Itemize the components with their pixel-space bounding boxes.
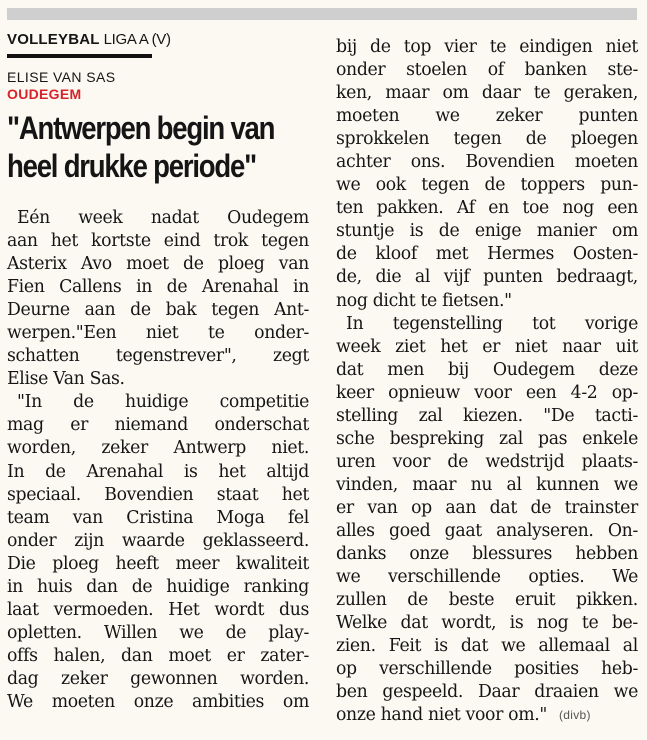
text-line: alles goed gaat analyseren. On- [336, 520, 638, 541]
text-line: vinden, maar nu al kunnen we [336, 474, 638, 495]
text-line: zien. Feit is dat we allemaal al [336, 636, 638, 657]
text-line: onder zijn waarde geklasseerd. [7, 530, 309, 551]
text-line: schatten tegenstrever", zegt [7, 346, 309, 367]
text-line: ken, maar om daar te geraken, [336, 83, 638, 104]
left-column [7, 28, 309, 714]
headline-line: "Antwerpen begin van [7, 110, 275, 146]
text-line: achter ons. Bovendien moeten [336, 152, 638, 173]
text-line: stelling zal kiezen. "De tacti- [336, 405, 638, 426]
text-line: worden, zeker Antwerp niet. [7, 438, 309, 459]
text-line: bij de top vier te eindigen niet [336, 37, 638, 57]
text-line: In de Arenahal is het altijd [7, 461, 309, 482]
text-line: op verschillende posities heb- [336, 659, 638, 680]
text-line: week ziet het er niet naar uit [336, 336, 638, 357]
text-line: team van Cristina Moga fel [7, 507, 309, 528]
dateline-location: OUDEGEM [7, 86, 82, 102]
text-line: opletten. Willen we de play- [7, 622, 309, 643]
text-line: de kloof met Hermes Oosten- [336, 244, 638, 265]
text-line: stuntje is de enige manier om [336, 221, 638, 242]
text-line: Deurne aan de bak tegen Ant- [7, 300, 309, 321]
headline [7, 109, 312, 185]
text-line: offs halen, dan moet er zater- [7, 645, 309, 666]
text-line: nog dicht te fietsen." [336, 290, 512, 311]
text-line: speciaal. Bovendien staat het [7, 484, 309, 505]
text-line: mag er niemand onderschat [7, 415, 309, 436]
text-line: dag zeker gewonnen worden. [7, 668, 309, 689]
body-text-right [336, 36, 638, 727]
text-line: "In de huidige competitie [17, 392, 309, 413]
text-line: aan het kortste eind trok tegen [7, 231, 309, 252]
author-name: ELISE VAN SAS [7, 69, 116, 85]
text-line: Die ploeg heeft meer kwaliteit [7, 553, 309, 574]
text-line: laat vermoeden. Het wordt dus [7, 599, 309, 620]
text-line: danks onze blessures hebben [336, 544, 638, 565]
body-text-left [7, 207, 309, 714]
text-line: moeten we zeker punten [336, 106, 638, 127]
section-league: LIGA A (V) [103, 31, 171, 48]
section-category: VOLLEYBAL [7, 31, 100, 48]
text-line: de, die al vijf punten bedraagt, [336, 267, 638, 288]
section-header [7, 28, 309, 51]
section-rule [7, 54, 152, 58]
text-line: we verschillende opties. We [336, 567, 638, 588]
text-line: onze hand niet voor om." (divb) [336, 704, 638, 727]
headline-line: heel drukke periode" [7, 148, 256, 184]
text-line: uren voor de wedstrijd plaats- [336, 451, 638, 472]
text-line: ben gespeeld. Daar draaien we [336, 682, 638, 703]
text-line: we ook tegen de toppers pun- [336, 175, 638, 196]
text-line: onder stoelen of banken ste- [336, 60, 638, 81]
text-line: Welke dat wordt, is nog te be- [336, 613, 638, 634]
text-line: sprokkelen tegen de ploegen [336, 129, 638, 150]
text-line: Fien Callens in de Arenahal in [7, 277, 309, 298]
text-line: We moeten onze ambities om [7, 691, 309, 712]
text-line: Asterix Avo moet de ploeg van [7, 254, 309, 275]
text-line: werpen."Een niet te onder- [7, 323, 309, 344]
text-line: in huis dan de huidige ranking [7, 576, 309, 597]
text-line: Elise Van Sas. [7, 369, 125, 390]
text-line: In tegenstelling tot vorige [346, 313, 638, 334]
text-line: sche bespreking zal pas enkele [336, 428, 638, 449]
author-signature: (divb) [558, 708, 591, 723]
text-line: Eén week nadat Oudegem [17, 208, 309, 228]
text-line: keer opnieuw voor een 4-2 op- [336, 382, 638, 403]
text-line: zullen de beste eruit pikken. [336, 590, 638, 611]
top-gray-bar [7, 8, 637, 20]
text-line: dat men bij Oudegem deze [336, 359, 638, 380]
text-line: ten pakken. Af en toe nog een [336, 198, 638, 219]
text-line: er van op aan dat de trainster [336, 497, 638, 518]
